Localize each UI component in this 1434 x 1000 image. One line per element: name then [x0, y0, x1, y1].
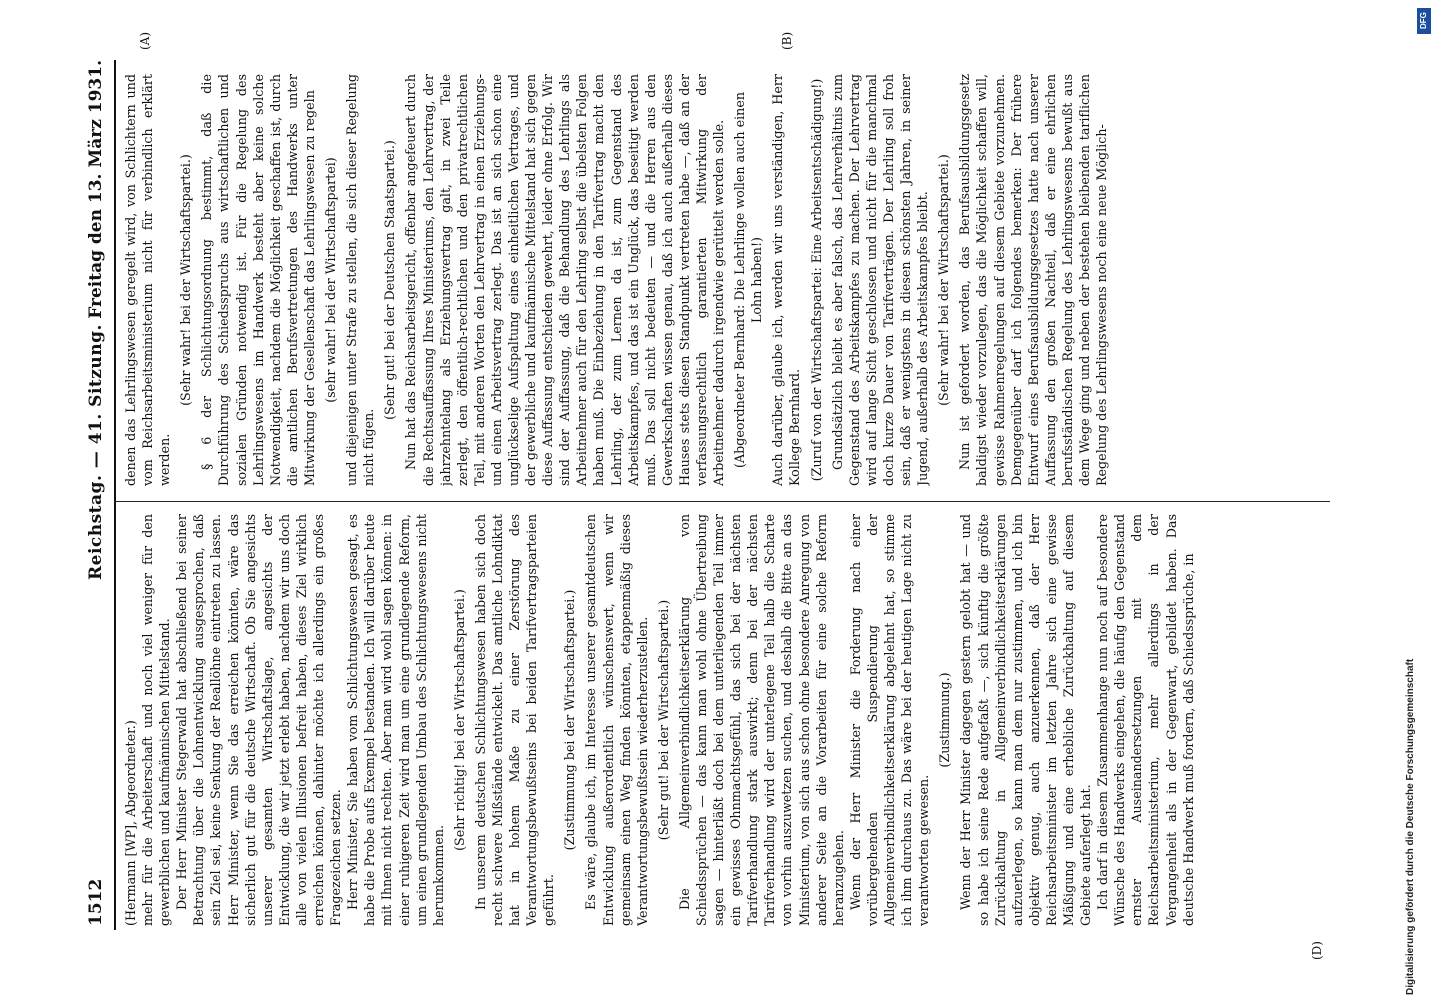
paragraph-text: mehr für die Arbeiterschaft und noch viel weniger für den gewerblichen und kaufmännischen Mittelstand.: [140, 514, 173, 926]
margin-mark-b: (B): [780, 31, 794, 50]
page-number: 1512: [86, 878, 106, 926]
margin-mark-d: (D): [1310, 941, 1324, 960]
session-date: Freitag den 13. März 1931.: [86, 60, 106, 319]
paragraph-text: Grundsätzlich bleibt es aber falsch, das Lehrverhältnis zum Gegenstand des Arbeitskampfes zu machen. Der Lehrvertrag wird auf lange Sicht geschlossen und nicht für die manchmal doch kurze Dauer von Tarifverträgen. Der Lehrling soll froh sein, daß er wenigstens in diesen schönsten Jahren, in seiner Jugend, außerhalb des Arbeitskampfes bleibt.: [829, 74, 931, 486]
interjection-text: (Zustimmung bei der Wirtschaftspartei.): [562, 589, 578, 851]
paragraph-text: Es wäre, glaube ich, im Interesse unserer gesamtdeutschen Entwicklung außerordentlich wünschenswert, wenn wir gemeinsam einen Weg finden könnten, etappenmäßig dieses Verantwortungsbewußtsein wiederherzustellen.: [583, 514, 650, 926]
session-title: Reichstag. — 41. Sitzung.: [86, 324, 106, 580]
paragraph-text: (Hermann [WP], Abgeordneter.): [123, 720, 138, 926]
right-text-column: [122, 74, 1322, 486]
paragraph-text: Ich darf in diesem Zusammenhange nun noch auf besondere Wünsche des Handwerks eingehen, die häufig den Gegenstand ernster Auseinandersetzungen mit dem Reichsarbeitsministerium, mehr allerdings in der Vergangenheit als in der Gegenwart, gebildet haben. Das deutsche Handwerk muß fordern, daß Schiedssprüche, in: [1095, 514, 1196, 926]
digitization-note: Digitalisierung gefördert durch die Deutsche Forschungsgemeinschaft: [1405, 658, 1416, 995]
paragraph-text: Die Allgemeinverbindlichkeitserklärung von Schiedssprüchen — das kann man wohl ohne Übertreibung sagen — hinterläßt doch bei dem unterliegenden Teil immer ein gewisses Ohnmachtsgefühl, das sich bei der nächsten Tarifverhandlung stark auswirkt; denn bei der nächsten Tarifverhandlung wird der unterlegene Teil halb die Scharte von vorhin auszuwetzen suchen, und deshalb die Bitte an das Ministerium, von sich aus schon ohne besondere Anregung von anderer Seite an die Vorarbeiten für eine solche Reform heranzugehen.: [676, 514, 846, 926]
paragraph-text: Wenn der Herr Minister dagegen gestern gelobt hat — und so habe ich seine Rede aufgefaßt —, sich künftig die größte Zurückhaltung in Allgemeinverbindlichkeitserklärungen aufzuerlegen, so kann man dem nur zustimmen, und ich bin objektiv genug, auch anzuerkennen, daß der Herr Reichsarbeitsminister im letzten Jahre sich eine gewisse Mäßigung und eine erhebliche Zurückhaltung auf diesem Gebiete auferlegt hat.: [958, 514, 1094, 926]
interjection-text: (sehr wahr! bei der Wirtschaftspartei): [323, 157, 339, 403]
paragraph-text: § 6 der Schlichtungsordnung bestimmt, daß die Durchführung des Schiedsspruchs aus wirtschaftlichen und sozialen Gründen notwendig ist. Für die Regelung des Lehrlingswesens im Handwerk besteht aber keine solche Notwendigkeit, nachdem die Möglichkeit geschaffen ist, durch die amtlichen Berufsvertretungen des Handwerks unter Mitwirkung der Gesellenschaft das Lehrlingswesen zu regeln: [199, 74, 317, 486]
paragraph-text: und diejenigen unter Strafe zu stellen, die sich dieser Regelung nicht fügen.: [344, 74, 377, 486]
left-text-column: [122, 514, 1322, 926]
paragraph-text: Auch darüber, glaube ich, werden wir uns verständigen, Herr Kollege Bernhard.: [770, 74, 803, 486]
rotated-document-page: [80, 31, 1330, 960]
interjection-text: (Sehr wahr! bei der Wirtschaftspartei.): [178, 154, 194, 406]
interjection-text: (Sehr wahr! bei der Wirtschaftspartei.): [936, 154, 952, 406]
interjection-text: (Zustimmung.): [937, 672, 953, 768]
interjection-text: (Sehr gut! bei der Wirtschaftspartei.): [655, 599, 671, 841]
paragraph-text: Wenn der Herr Minister die Forderung nach einer vorübergehenden Suspendierung der Allgemeinverbindlichkeitserklärung abgelehnt hat, so stimme ich ihm durchaus zu. Das wäre bei der heutigen Lage nicht zu verantworten gewesen.: [847, 514, 932, 926]
interjection-text: (Sehr richtig! bei der Wirtschaftspartei.): [451, 589, 467, 851]
column-divider: [114, 501, 1330, 502]
paragraph-text: denen das Lehrlingswesen geregelt wird, von Schlichtern und vom Reichsarbeitsministerium nicht für verbindlich erklärt werden.: [123, 74, 173, 486]
paragraph-text: Nun hat das Reichsarbeitsgericht, offenbar angefeuert durch die Rechtsauffassung Ihres Ministeriums, den Lehrvertrag, der jahrzehntelang als Erziehungsvertrag galt, in zwei Teile zerlegt, den öffentlich-rechtlichen und den privatrechtlichen Teil, mit anderen Worten den Lehrvertrag in einen Erziehungs- und einen Arbeitsvertrag zerlegt. Das ist an sich schon eine unglückselige Aufspaltung eines einheitlichen Vertrages, und der gewerbliche und kaufmännische Mittelstand hat sich gegen diese Auffassung entschieden gewehrt, leider ohne Erfolg. Wir sind der Auffassung, daß die Behandlung des Lehrlings als Arbeitnehmer auch für den Lehrling selbst die übelsten Folgen haben muß. Die Einbeziehung in den Tarifvertrag macht den Lehrling, der zum Lernen da ist, zum Gegenstand des Arbeitskampfes, und das ist ein Unglück, das beseitigt werden muß. Das soll nicht bedeuten — und die Herren aus den Gewerkschaften wissen genau, daß ich auch außerhalb dieses Hauses stets diesen Standpunkt vertreten habe —, daß an der verfassungsrechtlich garantierten Mitwirkung der Arbeitnehmer dadurch irgendwie gerüttelt werden solle.: [403, 74, 727, 486]
page-header: [80, 60, 116, 930]
interjection-text: (Abgeordneter Bernhard: Die Lehrlinge wollen auch einen Lohn haben!): [732, 91, 765, 469]
dfg-logo-icon: DFG: [1417, 8, 1431, 34]
paragraph-text: Herr Minister, Sie haben vom Schlichtungswesen gesagt, es habe die Probe aufs Exempel bestanden. Ich will darüber heute mit Ihnen nicht rechten. Aber man wird wohl sagen können: in einer ruhigeren Zeit wird man um eine grundlegende Reform, um einen grundlegenden Umbau des Schlichtungswesens nicht herumkommen.: [345, 514, 446, 926]
margin-mark-a: (A): [138, 31, 152, 50]
paragraph-text: In unserem deutschen Schlichtungswesen haben sich doch recht schwere Mißstände entwickelt. Das amtliche Lohndiktat hat in hohem Maße zu einer Zerstörung des Verantwortungsbewußtseins bei beiden Tarifvertragsparteien geführt.: [472, 514, 557, 926]
interjection-text: (Sehr gut! bei der Deutschen Staatspartei.): [382, 140, 398, 420]
paragraph-text: Nun ist gefordert worden, das Berufsausbildungsgesetz baldigst wieder vorzulegen, das die Möglichkeit schaffen will, gewisse Rahmenregelungen auf diesem Gebiete vorzunehmen. Demgegenüber darf ich folgendes bemerken: Der frühere Entwurf eines Berufsausbildungsgesetzes hatte nach unserer Auffassung den großen Nachteil, daß er eine ehrlichen berufsständischen Regelung des Lehrlingswesens bewußt aus dem Wege ging und neben der bestehen bleibenden tariflichen Regelung des Lehrlingswesens noch eine neue Möglich-: [957, 74, 1110, 486]
paragraph-text: Der Herr Minister Stegerwald hat abschließend bei seiner Betrachtung über die Lohnentwicklung ausgesprochen, daß sein Ziel sei, keine Senkung der Reallöhne eintreten zu lassen. Herr Minister, wenn Sie das erreichen könnten, wäre das sicherlich gut für die deutsche Wirtschaft. Ob Sie angesichts unserer gesamten Wirtschaftslage, angesichts der Entwicklung, die wir jetzt erlebt haben, nachdem wir uns doch alle von vielen Illusionen befreit haben, dieses Ziel wirklich erreichen können, dahinter möchte ich allerdings ein großes Fragezeichen setzen.: [174, 514, 344, 926]
interjection-text: (Zuruf von der Wirtschaftspartei: Eine Arbeitsentschädigung!): [808, 78, 824, 482]
